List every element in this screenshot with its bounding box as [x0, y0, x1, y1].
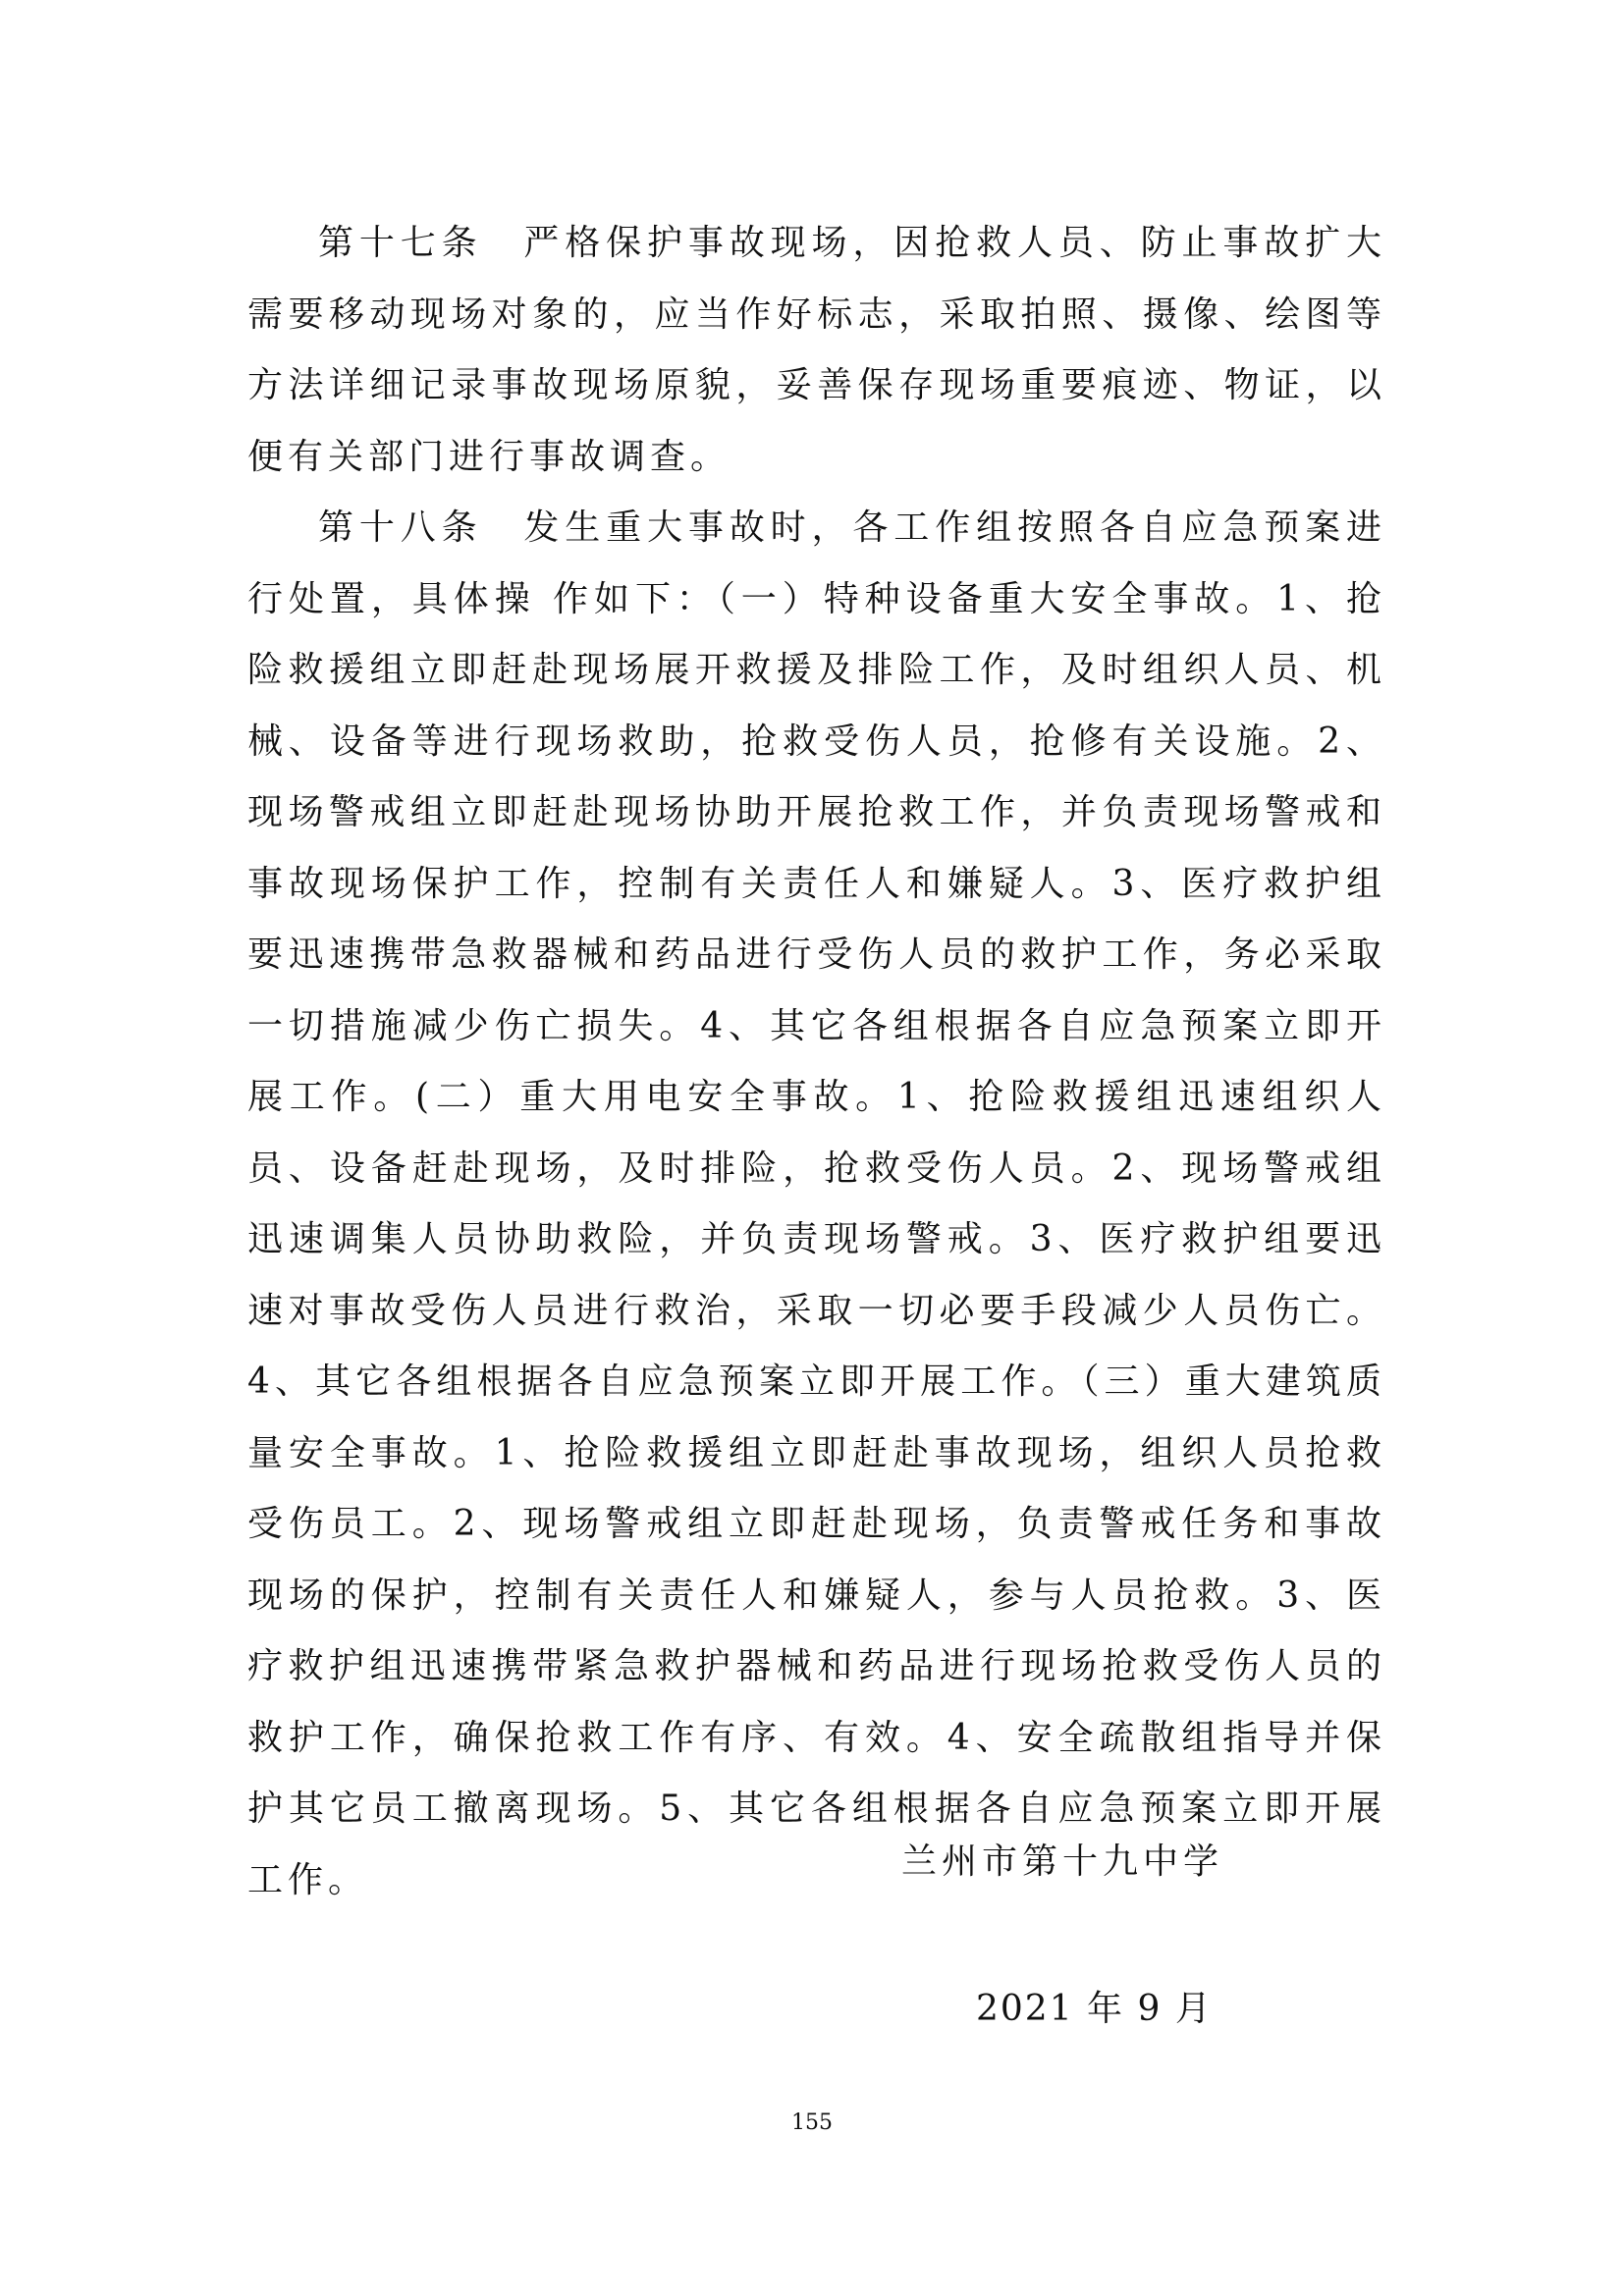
- document-body: [247, 208, 1386, 1916]
- paragraph-article-18: 第十八条 发生重大事故时，各工作组按照各自应急预案进行处置，具体操 作如下：（一）特种设备重大安全事故。1、抢险救援组立即赶赴现场展开救援及排险工作，及时组织人员、机械、设备等进行现场救助，抢救受伤人员，抢修有关设施。2、现场警戒组立即赶赴现场协助开展抢救工作，并负责现场警戒和事故现场保护工作，控制有关责任人和嫌疑人。3、医疗救护组要迅速携带急救器械和药品进行受伤人员的救护工作，务必采取一切措施减少伤亡损失。4、其它各组根据各自应急预案立即开展工作。(二）重大用电安全事故。1、抢险救援组迅速组织人员、设备赶赴现场，及时排险，抢救受伤人员。2、现场警戒组迅速调集人员协助救险，并负责现场警戒。3、医疗救护组要迅速对事故受伤人员进行救治，采取一切必要手段减少人员伤亡。4、其它各组根据各自应急预案立即开展工作。（三）重大建筑质量安全事故。1、抢险救援组立即赶赴事故现场，组织人员抢救受伤员工。2、现场警戒组立即赶赴现场，负责警戒任务和事故现场的保护，控制有关责任人和嫌疑人，参与人员抢救。3、医疗救护组迅速携带紧急救护器械和药品进行现场抢救受伤人员的救护工作，确保抢救工作有序、有效。4、安全疏散组指导并保护其它员工撤离现场。5、其它各组根据各自应急预案立即开展工作。: [247, 507, 1386, 1900]
- signature-date: 2021 年 9 月: [976, 1989, 1213, 2029]
- signature-organization: 兰州市第十九中学: [901, 1842, 1224, 1882]
- page-number: 155: [791, 2110, 833, 2135]
- paragraph-article-17: 第十七条 严格保护事故现场，因抢救人员、防止事故扩大需要移动现场对象的，应当作好标志，采取拍照、摄像、绘图等方法详细记录事故现场原貌，妥善保存现场重要痕迹、物证，以便有关部门进行事故调查。: [247, 223, 1386, 477]
